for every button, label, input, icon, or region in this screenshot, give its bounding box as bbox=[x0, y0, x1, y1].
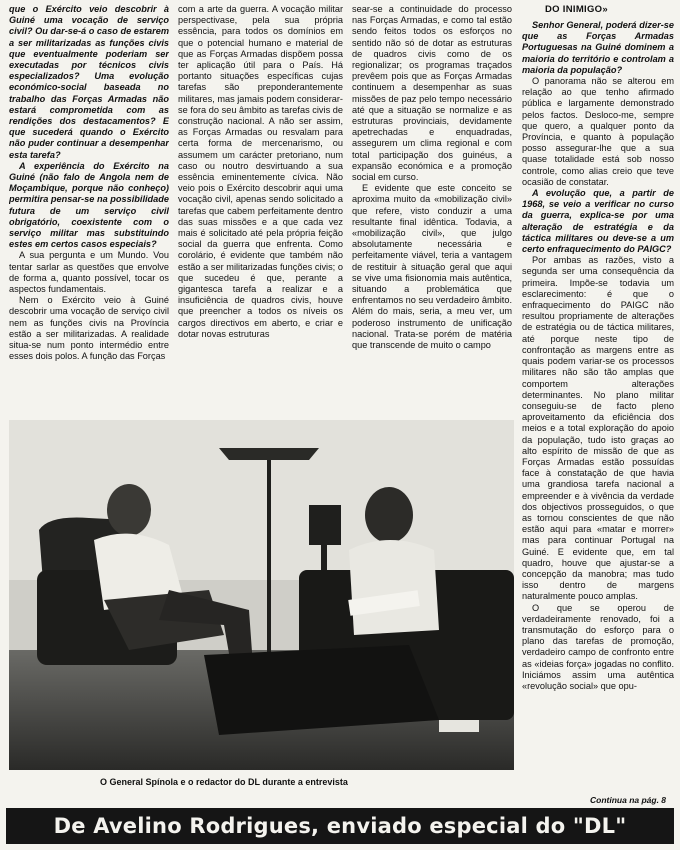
question-paragraph: que o Exército veio descobrir à Guiné uma vocação de serviço civil? Ou dar-se-á o caso de estarem a ser militarizadas as funções civis que eventualmente poderiam ser executadas por técnicos civis especializados? Uma evolução económico-social baseada no trabalho das Forças Armadas não estará comprometida com as rendições dos destacamentos? E que sucederá quando o Exército não puder continuar a desempenhar esta tarefa? bbox=[9, 4, 169, 160]
byline-banner: De Avelino Rodrigues, enviado especial do "DL" bbox=[6, 808, 674, 844]
answer-paragraph: com a arte da guerra. A vocação militar perspectivase, pela sua própria essência, para todos os domínios em que o potencial humano e material de que as Forças Armadas dispõem possa ter aplicação útil para o País. Há portanto situações específicas cujas tarefas são preponderantemente militares, mas jamais podem considerar-se fora do seu âmbito as tarefas civis de construção nacional. A não ser assim, as Forças Armadas ou resvalam para certa forma de mercenarismo, ou assumem um carácter pretoriano, num caso ou noutro desvirtuando a sua essência eminentemente cívica. Não veio pois o Exército descobrir aqui uma vocação civil, apenas sendo solicitado a tarefas que cabem perfeitamente dentro das suas missões e a que cada vez mais é solicitado até pela própria feição social da guerra que enfrenta. Como corolário, é evidente que também não estão a ser militarizadas funções civis; o que sucedeu é que, perante a gigantesca tarefa a realizar e a insuficiência de quadros civis, houve que preencher a todos os níveis os cargos directivos em aberto, e criar e dotar novas estruturas bbox=[178, 4, 343, 339]
answer-paragraph: O que se operou de verdadeiramente renovado, foi a transmutação do esforço para o plano das tarefas de promoção, verdadeiro campo de confronto entre as «ideias força» jogadas no conflito. Iniciámos assim uma autêntica «revolução social» que opu- bbox=[522, 602, 674, 691]
answer-paragraph: Por ambas as razões, visto a segunda ser uma consequência da primeira. Impõe-se todavia um esclarecimento: é que o enfraquecimento do PAIGC não resultou propriamente de alterações de estratégia ou de táctica militares, até porque neste tipo de confrontação as margens entre as quais podem variar-se os processos militares não são tão amplas que comportem alterações determinantes. No plano militar conseguiu-se de facto pleno aproveitamento da eficiência dos meios e a total exploração do apoio da população, tudo isto graças ao alto espírito de missão de que as Forças Armadas estão possuídas face à constatação de que havia uma grandiosa tarefa nacional a empreender e à vivência da verdade dos objectivos prosseguidos, o que as tornou conscientes de que não estão aqui para «matar e morrer» mas para continuar Portugal na Guiné. E evidente que, em tal quadro, houve que ajustar-se a concepção da manobra; mas tudo isso dentro de margens naturalmente pouco amplas. bbox=[522, 255, 674, 602]
question-paragraph: A experiência do Exército na Guiné (não falo de Angola nem de Moçambique, porque não conheço) permitira pensar-se na possibilidade futura de um serviço civil obrigatório, coexistente com o serviço militar mas substituindo estes em certos casos especiais? bbox=[9, 160, 169, 250]
answer-paragraph: A sua pergunta e um Mundo. Vou tentar sarlar as questões que envolve de forma a, quanto possível, tocar os aspectos fundamentais. bbox=[9, 250, 169, 295]
article-column-4 bbox=[522, 20, 674, 792]
answer-paragraph: E evidente que este conceito se aproxima muito da «mobilização civil» que refere, visto conduzir a uma resultante final idêntica. Todavia, a «mobilização civil», que julgo absolutamente necessária e perfeitamente viável, teria a vantagem de restituir à situação geral que aqui se vive uma fisionomia mais autêntica, situando a problemática que enfrentamos no seu verdadeiro âmbito. Além do mais, seria, a meu ver, um poderoso instrumento de unificação nacional. Trata-se porém de matéria que transcende de muito o campo bbox=[352, 183, 512, 351]
interview-photo-illustration bbox=[9, 420, 514, 770]
article-column-3 bbox=[352, 4, 512, 414]
question-paragraph: A evolução que, a partir de 1968, se veio a verificar no curso da guerra, explica-se por uma alteração de estratégia e da táctica militares ou deve-se a um certo enfraquecimento do PAIGC? bbox=[522, 188, 674, 255]
continued-note: Continua na pág. 8 bbox=[590, 795, 667, 805]
answer-paragraph: sear-se a continuidade do processo nas Forças Armadas, e como tal estão sendo feitos todos os esforços no sentido não só de dotar as estruturas de quadros civis como de os regionalizar; os programas traçados prevêem pois que as Forças Armadas continuem a desempenhar as suas missões de paz pelo tempo necessário até que a situação se normalize e as estruturas provinciais, devidamente apetrechadas e enquadradas, assegurem um clima regional e com total participação dos guinéus, a expansão económica e a promoção social em curso. bbox=[352, 4, 512, 183]
photo-caption: O General Spínola e o redactor do DL durante a entrevista bbox=[100, 777, 348, 787]
article-column-1 bbox=[9, 4, 169, 414]
question-paragraph: Senhor General, poderá dizer-se que as Forças Armadas Portuguesas na Guiné dominem a maioria do território e controlam a maioria da população? bbox=[522, 20, 674, 75]
answer-paragraph: Nem o Exército veio à Guiné descobrir uma vocação de serviço civil nem as funções civis na Província estão a ser militarizadas. A realidade situa-se num ponto intermédio entre esses dois polos. A função das Forças bbox=[9, 295, 169, 362]
section-subheading: DO INIMIGO» bbox=[545, 4, 608, 15]
answer-paragraph: O panorama não se alterou em relação ao que tenho afirmado pública e largamente demonstrado pelos factos. Desloco-me, sempre que quero, a qualquer ponto da Província, e quanto à população posso assegurar-lhe que a sua quase totalidade está sob nosso controle, como alias creio que teve ocasião de constatar. bbox=[522, 76, 674, 187]
interview-photo bbox=[9, 420, 514, 770]
article-column-2 bbox=[178, 4, 343, 414]
